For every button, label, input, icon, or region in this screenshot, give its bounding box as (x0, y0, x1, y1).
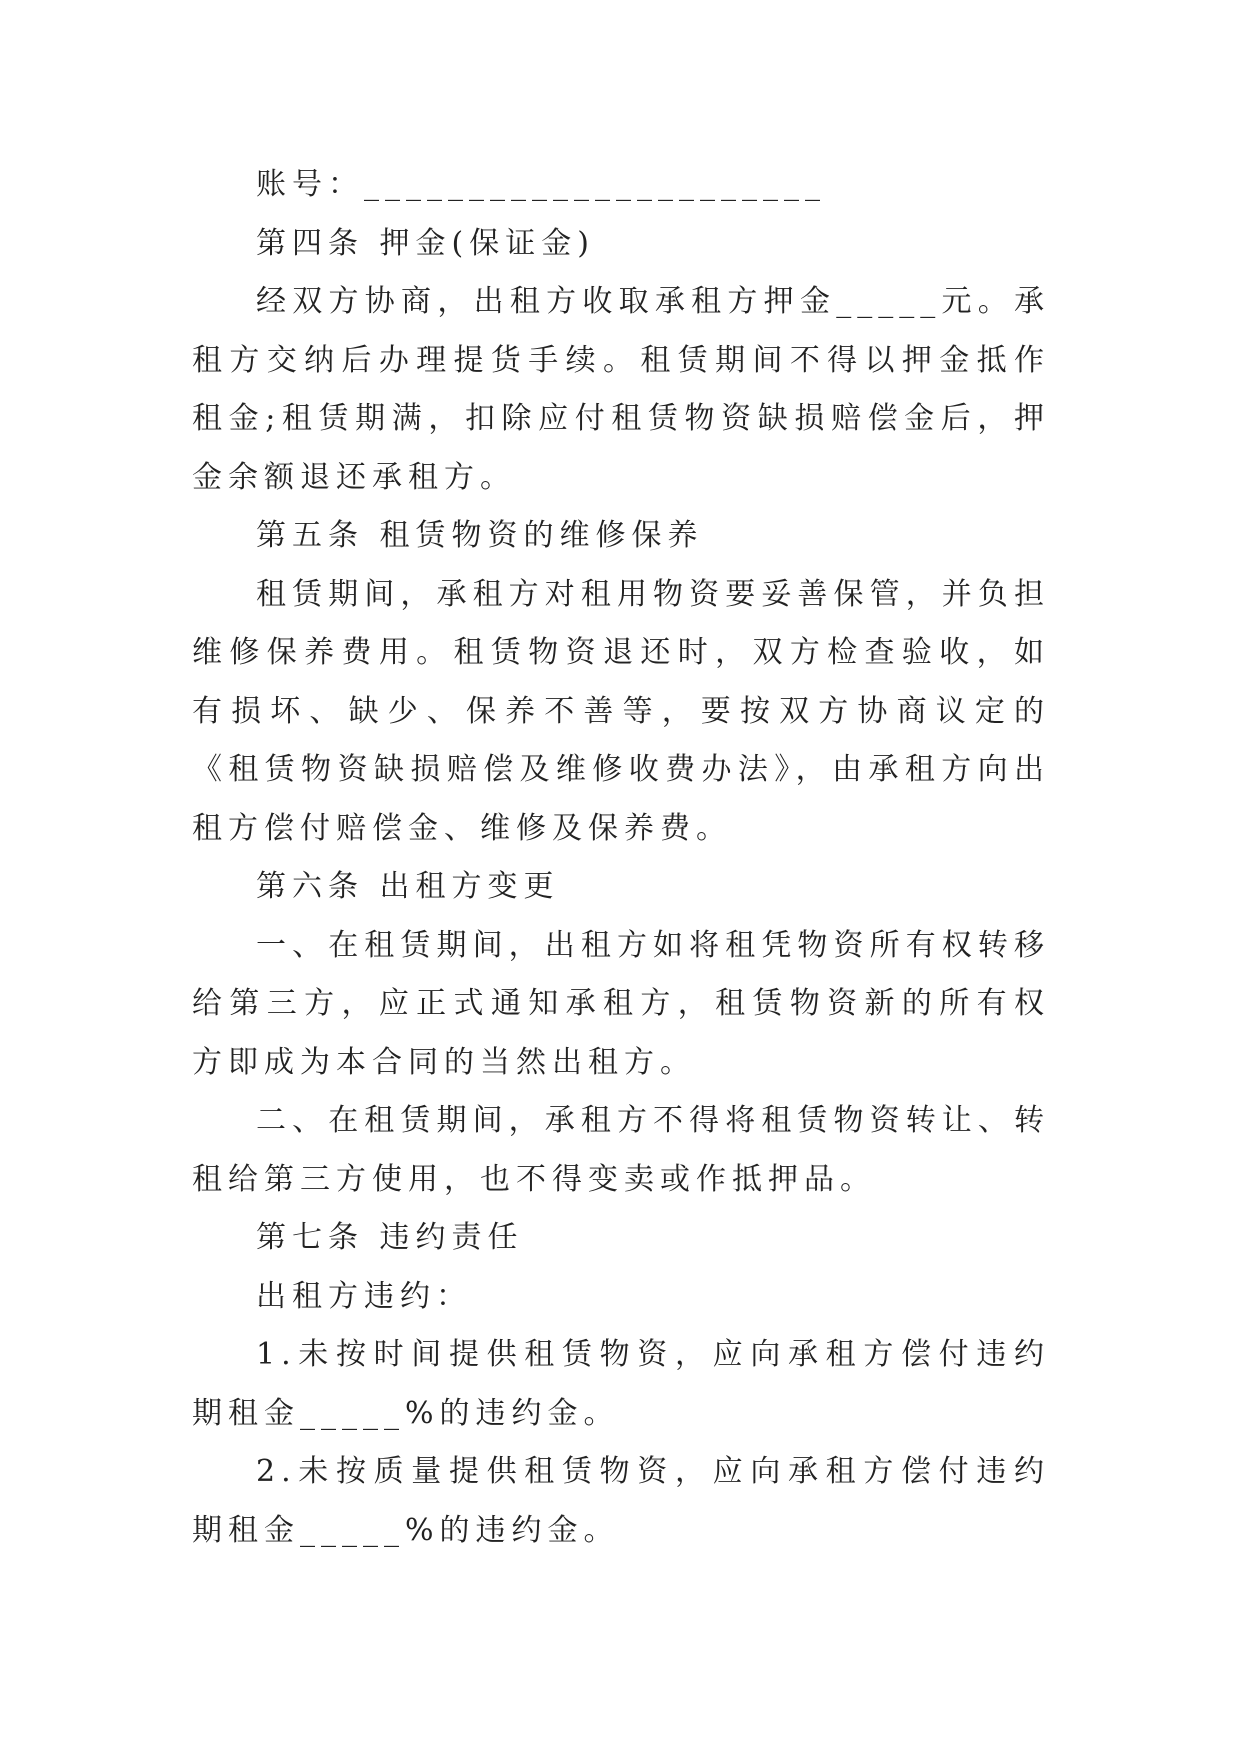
lessor-breach-item-1: 1.未按时间提供租赁物资，应向承租方偿付违约期租金_____%的违约金。 (192, 1337, 1050, 1431)
article-5-heading: 第五条 租赁物资的维修保养 (256, 518, 704, 553)
document-body (192, 156, 1050, 1560)
article-7-heading: 第七条 违约责任 (256, 1220, 524, 1255)
article-4-body: 经双方协商，出租方收取承租方押金_____元。承租方交纳后办理提货手续。租赁期间不得以押金抵作租金;租赁期满，扣除应付租赁物资缺损赔偿金后，押金余额退还承租方。 (192, 284, 1050, 495)
lessor-breach-item-2: 2.未按质量提供租赁物资，应向承租方偿付违约期租金_____%的违约金。 (192, 1454, 1050, 1548)
article-6-clause-2: 二、在租赁期间，承租方不得将租赁物资转让、转租给第三方使用，也不得变卖或作抵押品。 (192, 1103, 1050, 1197)
account-number-line: 账号：______________________ (256, 167, 826, 202)
article-5-body: 租赁期间，承租方对租用物资要妥善保管，并负担维修保养费用。租赁物资退还时，双方检查验收，如有损坏、缺少、保养不善等，要按双方协商议定的《租赁物资缺损赔偿及维修收费办法》，由承租方向出租方偿付赔偿金、维修及保养费。 (192, 576, 1050, 846)
article-6-heading: 第六条 出租方变更 (256, 869, 560, 904)
lessor-breach-heading: 出租方违约： (256, 1278, 472, 1314)
article-6-clause-1: 一、在租赁期间，出租方如将租凭物资所有权转移给第三方，应正式通知承租方，租赁物资新的所有权方即成为本合同的当然出租方。 (192, 927, 1050, 1080)
article-4-heading: 第四条 押金(保证金) (256, 225, 595, 261)
